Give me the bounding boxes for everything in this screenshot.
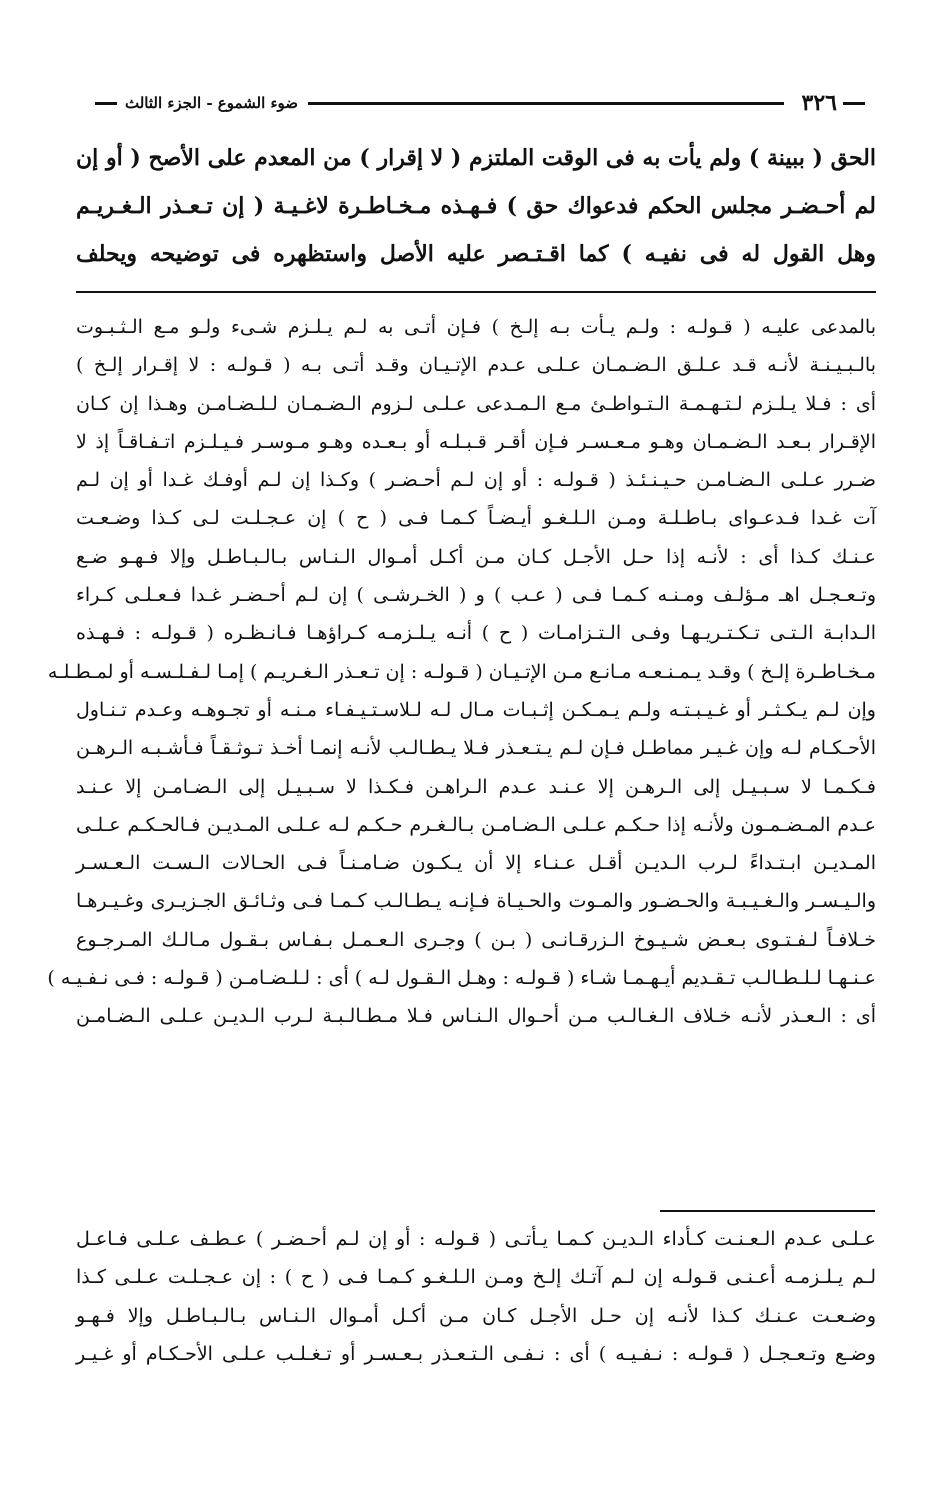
- footnote-line: عـلـى عـدم الـعـنـت كـأداء الـديـن كـمـا يـأتـى ( قـولـه : أو إن لـم أحـضـر ) عـطـف عـلـى فـاعـل: [76, 1228, 876, 1250]
- commentary-line: المـديـن ابـتـداءً لـرب الـديـن أقـل عـنـاء إلا أن يـكـون ضـامـنـاً فـى الحـالات الـسـت الـعـسـر: [76, 852, 876, 875]
- running-header: [95, 88, 865, 118]
- footnote-divider: [660, 1210, 875, 1212]
- commentary-line: بالمدعى عليـه ( قـولـه : ولـم يـأت بـه إلـخ ) فـإن أتـى به لـم يـلـزم شـىء ولـو مـع الـثـبـوت: [76, 316, 876, 338]
- commentary-line: أى : فـلا يـلـزم لـتـهـمـة الـتـواطـئ مـع الـمـدعى عـلـى لـزوم الـضـمـان لـلـضـامـن وهـذا إن كـان: [76, 392, 876, 415]
- running-title: ضوء الشموع - الجزء الثالث: [125, 94, 299, 112]
- commentary-line: آت غـدا فـدعـواى بـاطـلـة ومـن الـلـغـو أيـضـاً كـمـا فـى ( ح ) إن عـجـلـت لـى كـذا وضـعـت: [76, 507, 876, 530]
- commentary-line: خـلافـاً لـفـتـوى بـعـض شـيـوخ الـزرقـانـى ( بـن ) وجـرى الـعـمـل بـفـاس بـقـول مـالـك المـرجـوع: [76, 928, 876, 951]
- commentary-line: فـكـمـا لا سـبـيـل إلى الـرهـن إلا عـنـد عـدم الـراهـن فـكـذا لا سـبـيـل إلى الـضـامـن إلا عـنـد: [76, 775, 876, 798]
- footnote-line: لـم يـلـزمـه أعـنـى قـولـه إن لـم آتـك إلـخ ومـن الـلـغـو كـمـا فـى ( ح ) : إن عـجـلـت عـلـى كـذا: [76, 1266, 876, 1289]
- commentary-line: أى : الـعـذر لأنـه خـلاف الـغـالـب مـن أحـوال الـنـاس فـلا مـطـالـبـة لـرب الـديـن عـلـى الـضـامـن: [76, 1005, 876, 1028]
- commentary-block: [47, 308, 877, 1036]
- commentary-line: عـنـك كـذا أى : لأنـه إذا حـل الأجـل كـان مـن أكـل أمـوال الـنـاس بـالـبـاطـل وإلا فـهـو ضـع: [76, 545, 876, 568]
- header-dash-end: [95, 102, 117, 105]
- commentary-line: وتـعـجـل اهـ مـؤلـف ومـنـه كـمـا فـى ( عـب ) و ( الخـرشـى ) إن لـم أحـضـر غـدا فـعـلـى كـراء: [76, 584, 876, 607]
- footnote-line: وضـعـت عـنـك كـذا لأنـه إن حـل الأجـل كـان مـن أكـل أمـوال الـنـاس بـالـبـاطـل وإلا فـهـو: [76, 1304, 876, 1327]
- matn-line: وهل القول له فى نفيـه ) كما اقـتـصر عليه الأصل واستظهره فى توضيحه ويحلف: [76, 241, 876, 267]
- header-dash: [843, 102, 865, 105]
- commentary-line: مـخـاطـرة إلـخ ) وقـد يـمـنـعـه مـانـع مـن الإتـيـان ( قـولـه : إن تـعـذر الـغـريـم ) إمـا لـفـلـسـه أو لمـطـلـه: [47, 660, 876, 683]
- header-rule: [308, 102, 784, 105]
- matn-line: الحق ( ببينة ) ولم يأت به فى الوقت الملتزم ( لا إقرار ) من المعدم على الأصح ( أو إن: [76, 145, 876, 171]
- page-number: ٣٢٦: [801, 90, 837, 116]
- commentary-line: عـدم المـضـمـون ولأنـه إذا حـكـم عـلـى الـضـامـن بـالـغـرم حـكـم لـه عـلـى المـديـن فـالحـكـم عـلـى: [76, 813, 876, 836]
- commentary-line: بالـبـيـنـة لأنـه قـد عـلـق الـضـمـان عـلـى عـدم الإتـيـان وقـد أتـى بـه ( قـولـه : لا إقـرار إلـخ ): [76, 354, 876, 377]
- main-text-divider: [76, 291, 876, 293]
- main-text-block: [76, 134, 876, 278]
- commentary-line: الـدابـة الـتـى تـكـتـريـهـا وفـى الـتـزامـات ( ح ) أنـه يـلـزمـه كـراؤهـا فـانـظـره ( قـولـه : فـهـذه: [76, 622, 876, 645]
- footnote-block: [76, 1220, 876, 1373]
- matn-line: لم أحـضـر مجلس الحكم فدعواك حق ) فـهـذه مـخـاطـرة لاغـيـة ( إن تـعـذر الـغـريـم: [76, 193, 876, 219]
- footnote-line: وضـع وتـعـجـل ( قـولـه : نـفـيـه ) أى : نـفـى الـتـعـذر بـعـسـر أو تـغـلـب عـلـى الأحـكـام أو غـيـر: [76, 1342, 876, 1365]
- commentary-line: عـنـهـا لـلـطـالـب تـقـديم أيـهـمـا شـاء ( قـولـه : وهـل الـقـول لـه ) أى : لـلـضـامـن ( قـولـه : فـى نـفـيـه ): [47, 967, 876, 990]
- commentary-line: وإن لـم يـكـثـر أو غـيـبـتـه ولـم يـمـكـن إثـبـات مـال لـه لـلاسـتـيـفـاء مـنـه أو تجـوهـه وعـدم تـنـاول: [76, 698, 876, 721]
- commentary-line: الأحـكـام لـه وإن غـيـر مماطـل فـإن لـم يـتـعـذر فـلا يـطـالـب لأنـه إنمـا أخـذ تـوثـقـاً فـأشـبـه الـرهـن: [76, 737, 877, 760]
- commentary-line: ضـرر عـلـى الـضـامـن حـيـنـئـذ ( قـولـه : أو إن لـم أحـضـر ) وكـذا إن لـم أوفـك غـدا أو إن لـم: [76, 469, 876, 492]
- commentary-line: والـيـسـر والـغـيـبـة والحـضـور والمـوت والحـيـاة فـإنـه يـطـالـب كـمـا فـى وثـائـق الجـزيـرى وغـيـرهـا: [76, 890, 876, 913]
- commentary-line: الإقـرار بـعـد الـضـمـان وهـو مـعـسـر فـإن أقـر قـبـلـه أو بـعـده وهـو مـوسـر فـيـلـزم اتـفـاقـاً إذ لا: [76, 430, 876, 453]
